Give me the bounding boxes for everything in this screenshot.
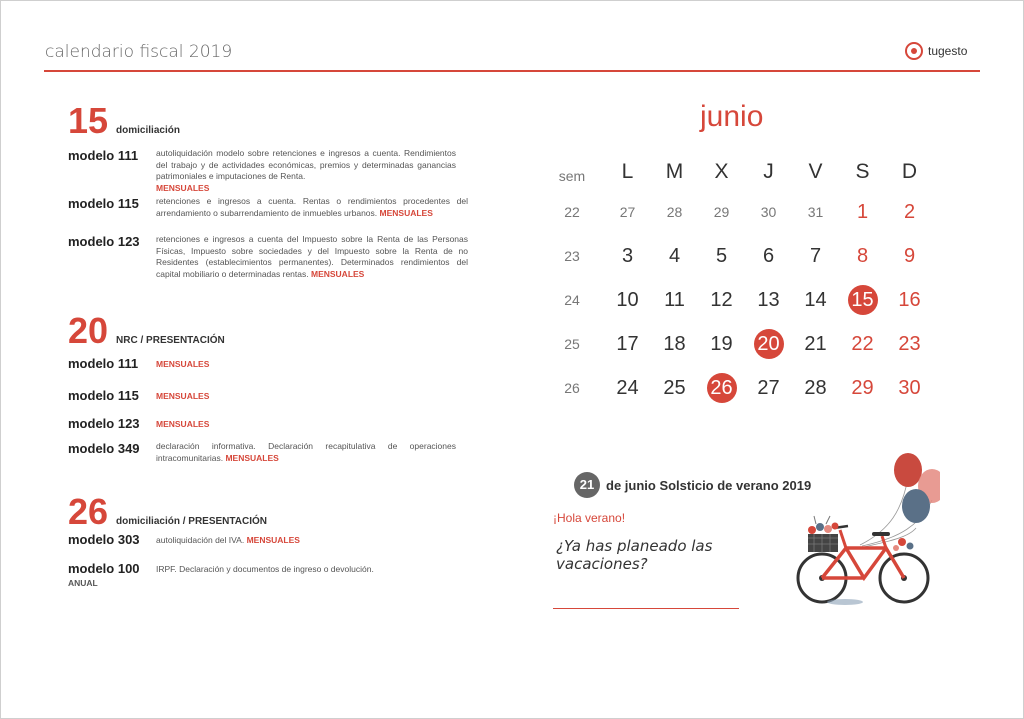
- model-label: modelo 115: [68, 196, 139, 211]
- weekday-header: M: [665, 160, 684, 183]
- calendar-day: 4: [668, 245, 681, 267]
- logo-icon: [905, 42, 923, 60]
- calendar-day: 21: [804, 333, 827, 355]
- model-label: modelo 115: [68, 388, 139, 403]
- weekday-header: V: [808, 160, 823, 183]
- calendar-day-highlighted: 20: [745, 328, 792, 360]
- calendar-day: 28: [666, 204, 683, 220]
- weekday-header: D: [901, 160, 918, 183]
- week-number: 26: [564, 380, 580, 396]
- calendar-day: 23: [898, 333, 921, 355]
- frequency-label: MENSUALES: [156, 419, 210, 429]
- calendar-day: 28: [804, 377, 827, 399]
- calendar-day: 9: [903, 245, 916, 267]
- calendar-day: 27: [619, 204, 636, 220]
- day-type: domiciliación: [116, 125, 180, 136]
- entry-modelo-123: [68, 234, 468, 280]
- calendar-week-row: [540, 328, 933, 360]
- calendar-day: 17: [616, 333, 639, 355]
- calendar-day: 25: [663, 377, 686, 399]
- day-number: 15: [68, 100, 109, 141]
- calendar-day: 29: [851, 377, 874, 399]
- frequency-label: MENSUALES: [156, 182, 210, 193]
- calendar-day: 7: [809, 245, 822, 267]
- day-number: 20: [68, 310, 109, 351]
- frequency-label: MENSUALES: [310, 268, 365, 279]
- weekday-header: L: [621, 160, 634, 183]
- calendar-day: 11: [664, 289, 685, 311]
- section-day-15: [68, 100, 180, 141]
- solstice-day-badge: 21: [574, 472, 600, 498]
- page-title: calendario fiscal 2019: [45, 42, 233, 62]
- calendar-day: 22: [851, 333, 874, 355]
- model-description: autoliquidación del IVA. MENSUALES: [156, 535, 300, 545]
- calendar-day-highlighted: 26: [698, 372, 745, 404]
- weekday-header: X: [714, 160, 729, 183]
- calendar-week-row: [540, 240, 933, 272]
- day-type: NRC / PRESENTACIÓN: [116, 335, 225, 346]
- calendar-day: 6: [762, 245, 775, 267]
- model-label: modelo 123: [68, 416, 140, 431]
- calendar-day: 31: [807, 204, 824, 220]
- calendar-day: 8: [856, 245, 869, 267]
- entry-modelo-349: [68, 441, 468, 464]
- calendar-day: 14: [804, 289, 827, 311]
- calendar-week-row: [540, 196, 933, 228]
- calendar-day: 13: [757, 289, 780, 311]
- calendar-day: 10: [616, 289, 639, 311]
- weekday-header: S: [855, 160, 870, 183]
- model-label: modelo 111: [68, 148, 139, 163]
- entry-modelo-115: [68, 196, 468, 219]
- calendar-day: 1: [856, 201, 869, 223]
- section-day-26: [68, 491, 267, 532]
- weekday-header: J: [763, 160, 774, 183]
- calendar-day: 16: [898, 289, 921, 311]
- model-label: modelo 349: [68, 441, 140, 456]
- bicycle-balloons-illustration: [790, 450, 940, 610]
- calendar-day: 29: [713, 204, 730, 220]
- calendar-day: 3: [621, 245, 634, 267]
- calendar-day-highlighted: 15: [839, 284, 886, 316]
- calendar-day: 24: [616, 377, 639, 399]
- calendar-day: 5: [715, 245, 728, 267]
- day-type: domiciliación / PRESENTACIÓN: [116, 516, 267, 527]
- calendar-day: 2: [903, 201, 916, 223]
- model-description: autoliquidación modelo sobre retenciones e ingresos a cuenta. Rendimientos del trabajo y de actividades económicas, premios y determinadas ganancias patrimoniales e imputaciones de Renta. MENSUALES: [156, 148, 456, 193]
- entry-modelo-123: [68, 416, 209, 431]
- greeting-text: ¡Hola verano!: [553, 511, 626, 525]
- model-description: IRPF. Declaración y documentos de ingreso o devolución.: [156, 564, 374, 574]
- month-title: junio: [700, 100, 764, 133]
- entry-modelo-115: [68, 388, 209, 403]
- frequency-label: ANUAL: [68, 578, 98, 588]
- calendar-day: 30: [760, 204, 777, 220]
- entry-modelo-100: [68, 561, 374, 576]
- brand-logo: [905, 42, 967, 60]
- frequency-label: MENSUALES: [156, 359, 210, 369]
- entry-modelo-303: [68, 532, 300, 547]
- section-day-20: [68, 310, 225, 351]
- header-divider: [44, 70, 980, 72]
- model-label: modelo 123: [68, 234, 140, 249]
- model-label: modelo 303: [68, 532, 140, 547]
- vacation-question: ¿Ya has planeado las vacaciones?: [556, 537, 713, 573]
- model-description: retenciones e ingresos a cuenta del Impuesto sobre la Renta de las Personas Físicas, Impuesto sobre sociedades y del Impuesto sobre la Renta de no Residentes (establecimientos permanentes). Determinados rendimientos del capital mobiliario o determinadas rentas. MENSUALES: [156, 234, 468, 279]
- model-label: modelo 111: [68, 356, 139, 371]
- frequency-label: MENSUALES: [156, 391, 210, 401]
- frequency-label: MENSUALES: [225, 452, 279, 463]
- week-number: 24: [564, 292, 580, 308]
- entry-modelo-111: [68, 148, 468, 194]
- day-number: 26: [68, 491, 109, 532]
- week-number: 25: [564, 336, 580, 352]
- frequency-label: MENSUALES: [246, 535, 300, 545]
- calendar-week-row: [540, 284, 933, 316]
- calendar-header: [540, 160, 933, 184]
- solstice-text: de junio Solsticio de verano 2019: [606, 478, 812, 493]
- calendar-week-row: [540, 372, 933, 404]
- week-label: sem: [558, 168, 586, 184]
- calendar-day: 30: [898, 377, 921, 399]
- calendar-day: 19: [710, 333, 733, 355]
- entry-modelo-111: [68, 356, 209, 371]
- calendar-day: 27: [757, 377, 780, 399]
- model-description: retenciones e ingresos a cuenta. Rentas o rendimientos procedentes del arrendamiento o subarrendamiento de inmuebles urbanos. MENSUALES: [156, 196, 468, 218]
- logo-text: tugesto: [928, 44, 968, 58]
- week-number: 22: [564, 204, 580, 220]
- model-description: declaración informativa. Declaración recapitulativa de operaciones intracomunitarias. MENSUALES: [156, 441, 456, 463]
- frequency-label: MENSUALES: [379, 207, 433, 218]
- model-label: modelo 100: [68, 561, 140, 576]
- note-underline: [553, 608, 739, 609]
- calendar-day: 12: [710, 289, 733, 311]
- week-number: 23: [564, 248, 580, 264]
- calendar-day: 18: [663, 333, 686, 355]
